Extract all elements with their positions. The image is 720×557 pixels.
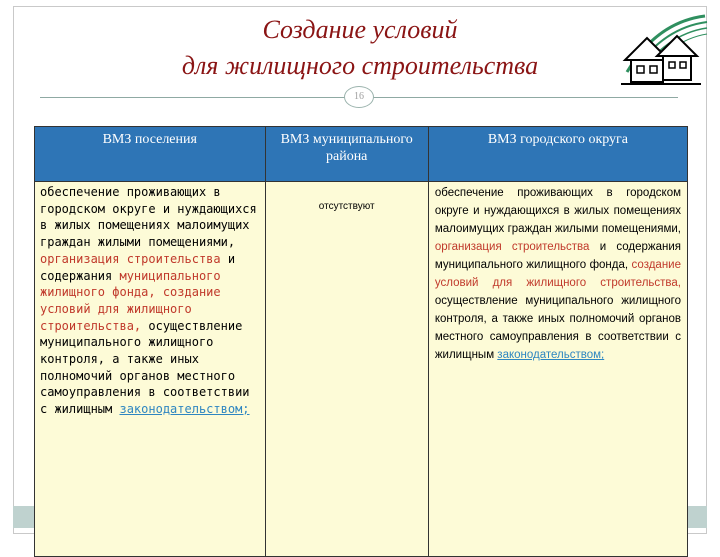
header-district: ВМЗ муниципального района <box>265 127 428 182</box>
settlement-law-link[interactable]: законодательством; <box>119 402 250 417</box>
city-highlight-1: организация строительства <box>434 241 590 253</box>
settlement-text-1: обеспечение проживающих в городском округе и нуждающихся в жилых помещениях малоимущих граждан жилыми помещениями, <box>40 185 257 250</box>
settlement-text-2: и содержания <box>40 251 236 283</box>
settlement-powers-cell <box>35 182 266 557</box>
houses-icon <box>617 12 709 94</box>
page-title <box>120 12 600 84</box>
settlement-highlight-2: муниципального жилищного фонда, создание условий для жилищного строительства, <box>40 268 221 333</box>
powers-table <box>34 126 688 557</box>
settlement-highlight-1: организация строительства <box>40 251 221 266</box>
page-number: 16 <box>344 86 374 108</box>
header-settlement: ВМЗ поселения <box>35 127 266 182</box>
city-law-link[interactable]: законодательством; <box>497 349 605 361</box>
city-highlight-2: создание условий для жилищного строительства, <box>434 259 681 289</box>
header-city: ВМЗ городского округа <box>428 127 687 182</box>
district-powers-cell: отсутствуют <box>265 182 428 557</box>
table-header-row <box>35 127 688 182</box>
city-text-3: осуществление муниципального жилищного контроля, а также иных полномочий органов местного самоуправления в соответствии с жилищным <box>434 295 681 361</box>
table-row <box>35 182 688 557</box>
city-powers-cell <box>428 182 687 557</box>
title-line-2: для жилищного строительства <box>181 51 539 80</box>
settlement-text-3: осуществление муниципального жилищного контроля, а также иных полномочий органов местного самоуправления в соответствии с жилищным <box>40 318 250 417</box>
city-text-1: обеспечение проживающих в городском округе и нуждающихся в жилых помещениях малоимущих граждан жилыми помещениями, <box>434 187 681 235</box>
title-line-1: Создание условий <box>262 15 458 44</box>
city-text-2: и содержания муниципального жилищного фонда, <box>434 241 681 271</box>
